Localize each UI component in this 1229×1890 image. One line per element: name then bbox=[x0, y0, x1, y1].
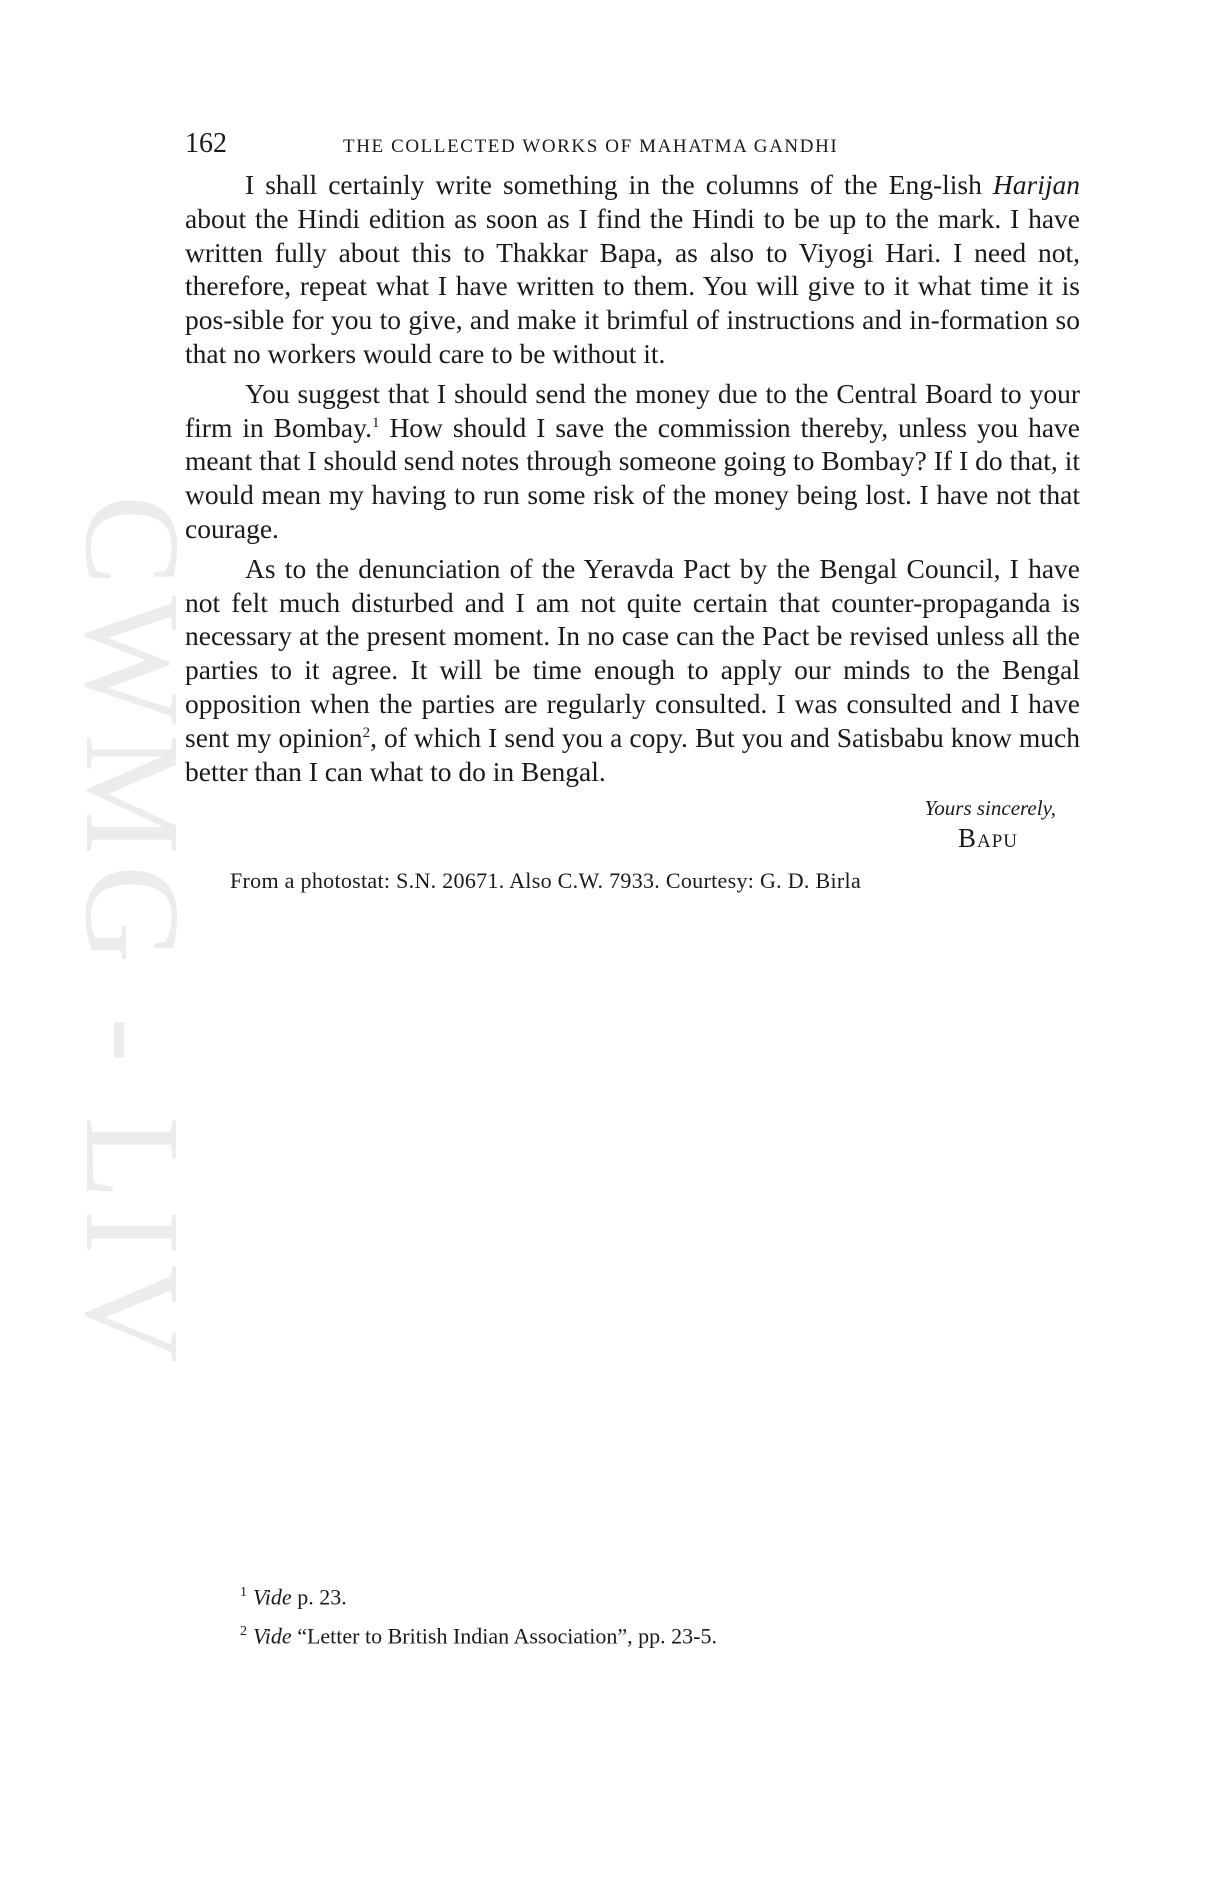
footnote-marker-2: 2 bbox=[362, 724, 371, 741]
page bbox=[185, 128, 1080, 894]
footnotes bbox=[240, 1575, 717, 1654]
source-note: From a photostat: S.N. 20671. Also C.W. 7933. Courtesy: G. D. Birla bbox=[230, 868, 862, 894]
running-title: THE COLLECTED WORKS OF MAHATMA GANDHI bbox=[343, 136, 839, 157]
page-number: 162 bbox=[185, 128, 227, 159]
footnote-2: $^2$ Vide “Letter to British Indian Association”, pp. 23-5. bbox=[240, 1623, 717, 1649]
running-head bbox=[185, 128, 1080, 168]
watermark-text: CWMG - LIV bbox=[57, 495, 207, 1374]
paragraph-3: As to the denunciation of the Yeravda Pact by the Bengal Council, I have not felt much disturbed and I am not quite certain that counter-propaganda is necessary at the present moment. In no case can the Pact be revised unless all the parties to it agree. It will be time enough to apply our minds to the Bengal opposition when the parties are regularly consulted. I was consulted and I have sent my opinion$^2$, of which I send you a copy. But you and Satisbabu know much better than I can what to do in Bengal. bbox=[185, 552, 1080, 787]
letter-closing bbox=[185, 796, 1080, 854]
footnote-1: $^1$ Vide p. 23. bbox=[240, 1584, 347, 1610]
valediction: Yours sincerely, bbox=[924, 796, 1056, 821]
signature: Bapu bbox=[957, 823, 1018, 854]
letter-body bbox=[185, 168, 1080, 788]
footnote-marker-1: 1 bbox=[371, 414, 380, 431]
paragraph-2: You suggest that I should send the money due to the Central Board to your firm in Bombay.$^1$ How should I save the commission thereby, unless you have meant that I should send notes through someone going to Bombay? If I do that, it would mean my having to run some risk of the money being lost. I have not that courage. bbox=[185, 377, 1081, 544]
publication-title: Harijan bbox=[992, 169, 1080, 200]
paragraph-1: I shall certainly write something in the columns of the Eng-lish Harijan about the Hindi edition as soon as I find the Hindi to be up to the mark. I have written fully about this to Thakkar Bapa, as also to Viyogi Hari. I need not, therefore, repeat what I have written to them. You will give to it what time it is pos-sible for you to give, and make it brimful of instructions and in-formation so that no workers would care to be without it. bbox=[185, 169, 1080, 369]
